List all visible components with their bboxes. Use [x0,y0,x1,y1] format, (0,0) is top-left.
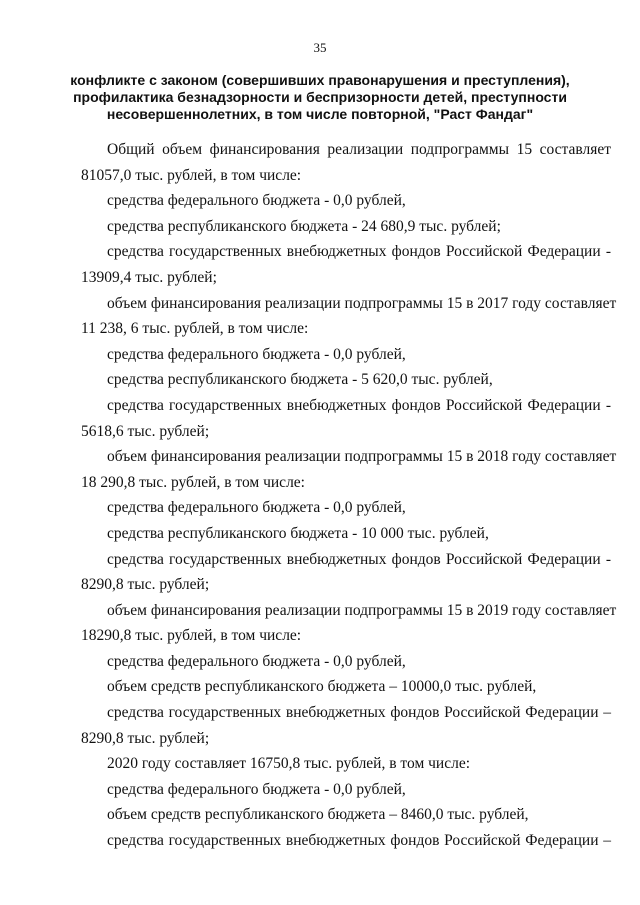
text-line: средства республиканского бюджета - 10 000 тыс. рублей, [107,524,489,542]
text-line: 2020 году составляет 16750,8 тыс. рублей, в том числе: [107,755,471,773]
page-number: 35 [313,40,327,55]
body-text [81,137,617,854]
text-line: средства государственных внебюджетных фондов Российской Федерации – [107,704,611,722]
text-line: объем средств республиканского бюджета – 10000,0 тыс. рублей, [107,678,537,696]
text-line: 5618,6 тыс. рублей; [81,422,210,440]
text-line: средства федерального бюджета - 0,0 рублей, [107,652,406,670]
heading-line: конфликте с законом (совершивших правонарушения и преступления), [70,72,570,88]
heading-line: профилактика безнадзорности и беспризорности детей, преступности [73,89,567,105]
text-line: средства государственных внебюджетных фондов Российской Федерации - [107,243,611,261]
section-heading [60,72,580,123]
text-line: объем финансирования реализации подпрограммы 15 в 2019 году составляет [107,601,617,619]
text-line: средства государственных внебюджетных фондов Российской Федерации – [107,832,611,850]
text-line: средства федерального бюджета - 0,0 рублей, [107,345,406,363]
text-line: 18 290,8 тыс. рублей, в том числе: [81,473,305,491]
text-line: средства государственных внебюджетных фондов Российской Федерации - [107,396,611,414]
text-line: 18290,8 тыс. рублей, в том числе: [81,627,302,645]
text-line: 13909,4 тыс. рублей; [81,268,217,286]
text-line: 8290,8 тыс. рублей; [81,729,210,747]
text-line: объем финансирования реализации подпрограммы 15 в 2018 году составляет [107,448,617,466]
text-line: 81057,0 тыс. рублей, в том числе: [81,166,302,184]
text-line: объем финансирования реализации подпрограммы 15 в 2017 году составляет [107,294,617,312]
text-line: средства республиканского бюджета - 24 680,9 тыс. рублей; [107,217,501,235]
text-line: Общий объем финансирования реализации подпрограммы 15 составляет [107,141,611,158]
text-line: 8290,8 тыс. рублей; [81,576,210,594]
text-line: объем средств республиканского бюджета – 8460,0 тыс. рублей, [107,806,529,824]
heading-line: несовершеннолетних, в том числе повторной, "Раст Фандаг" [106,106,534,122]
text-line: средства федерального бюджета - 0,0 рублей, [107,780,406,798]
text-line: средства республиканского бюджета - 5 620,0 тыс. рублей, [107,371,493,389]
text-line: 11 238, 6 тыс. рублей, в том числе: [81,320,309,338]
text-line: средства федерального бюджета - 0,0 рублей, [107,192,406,210]
text-line: средства федерального бюджета - 0,0 рублей, [107,499,406,517]
text-line: средства государственных внебюджетных фондов Российской Федерации - [107,550,611,568]
